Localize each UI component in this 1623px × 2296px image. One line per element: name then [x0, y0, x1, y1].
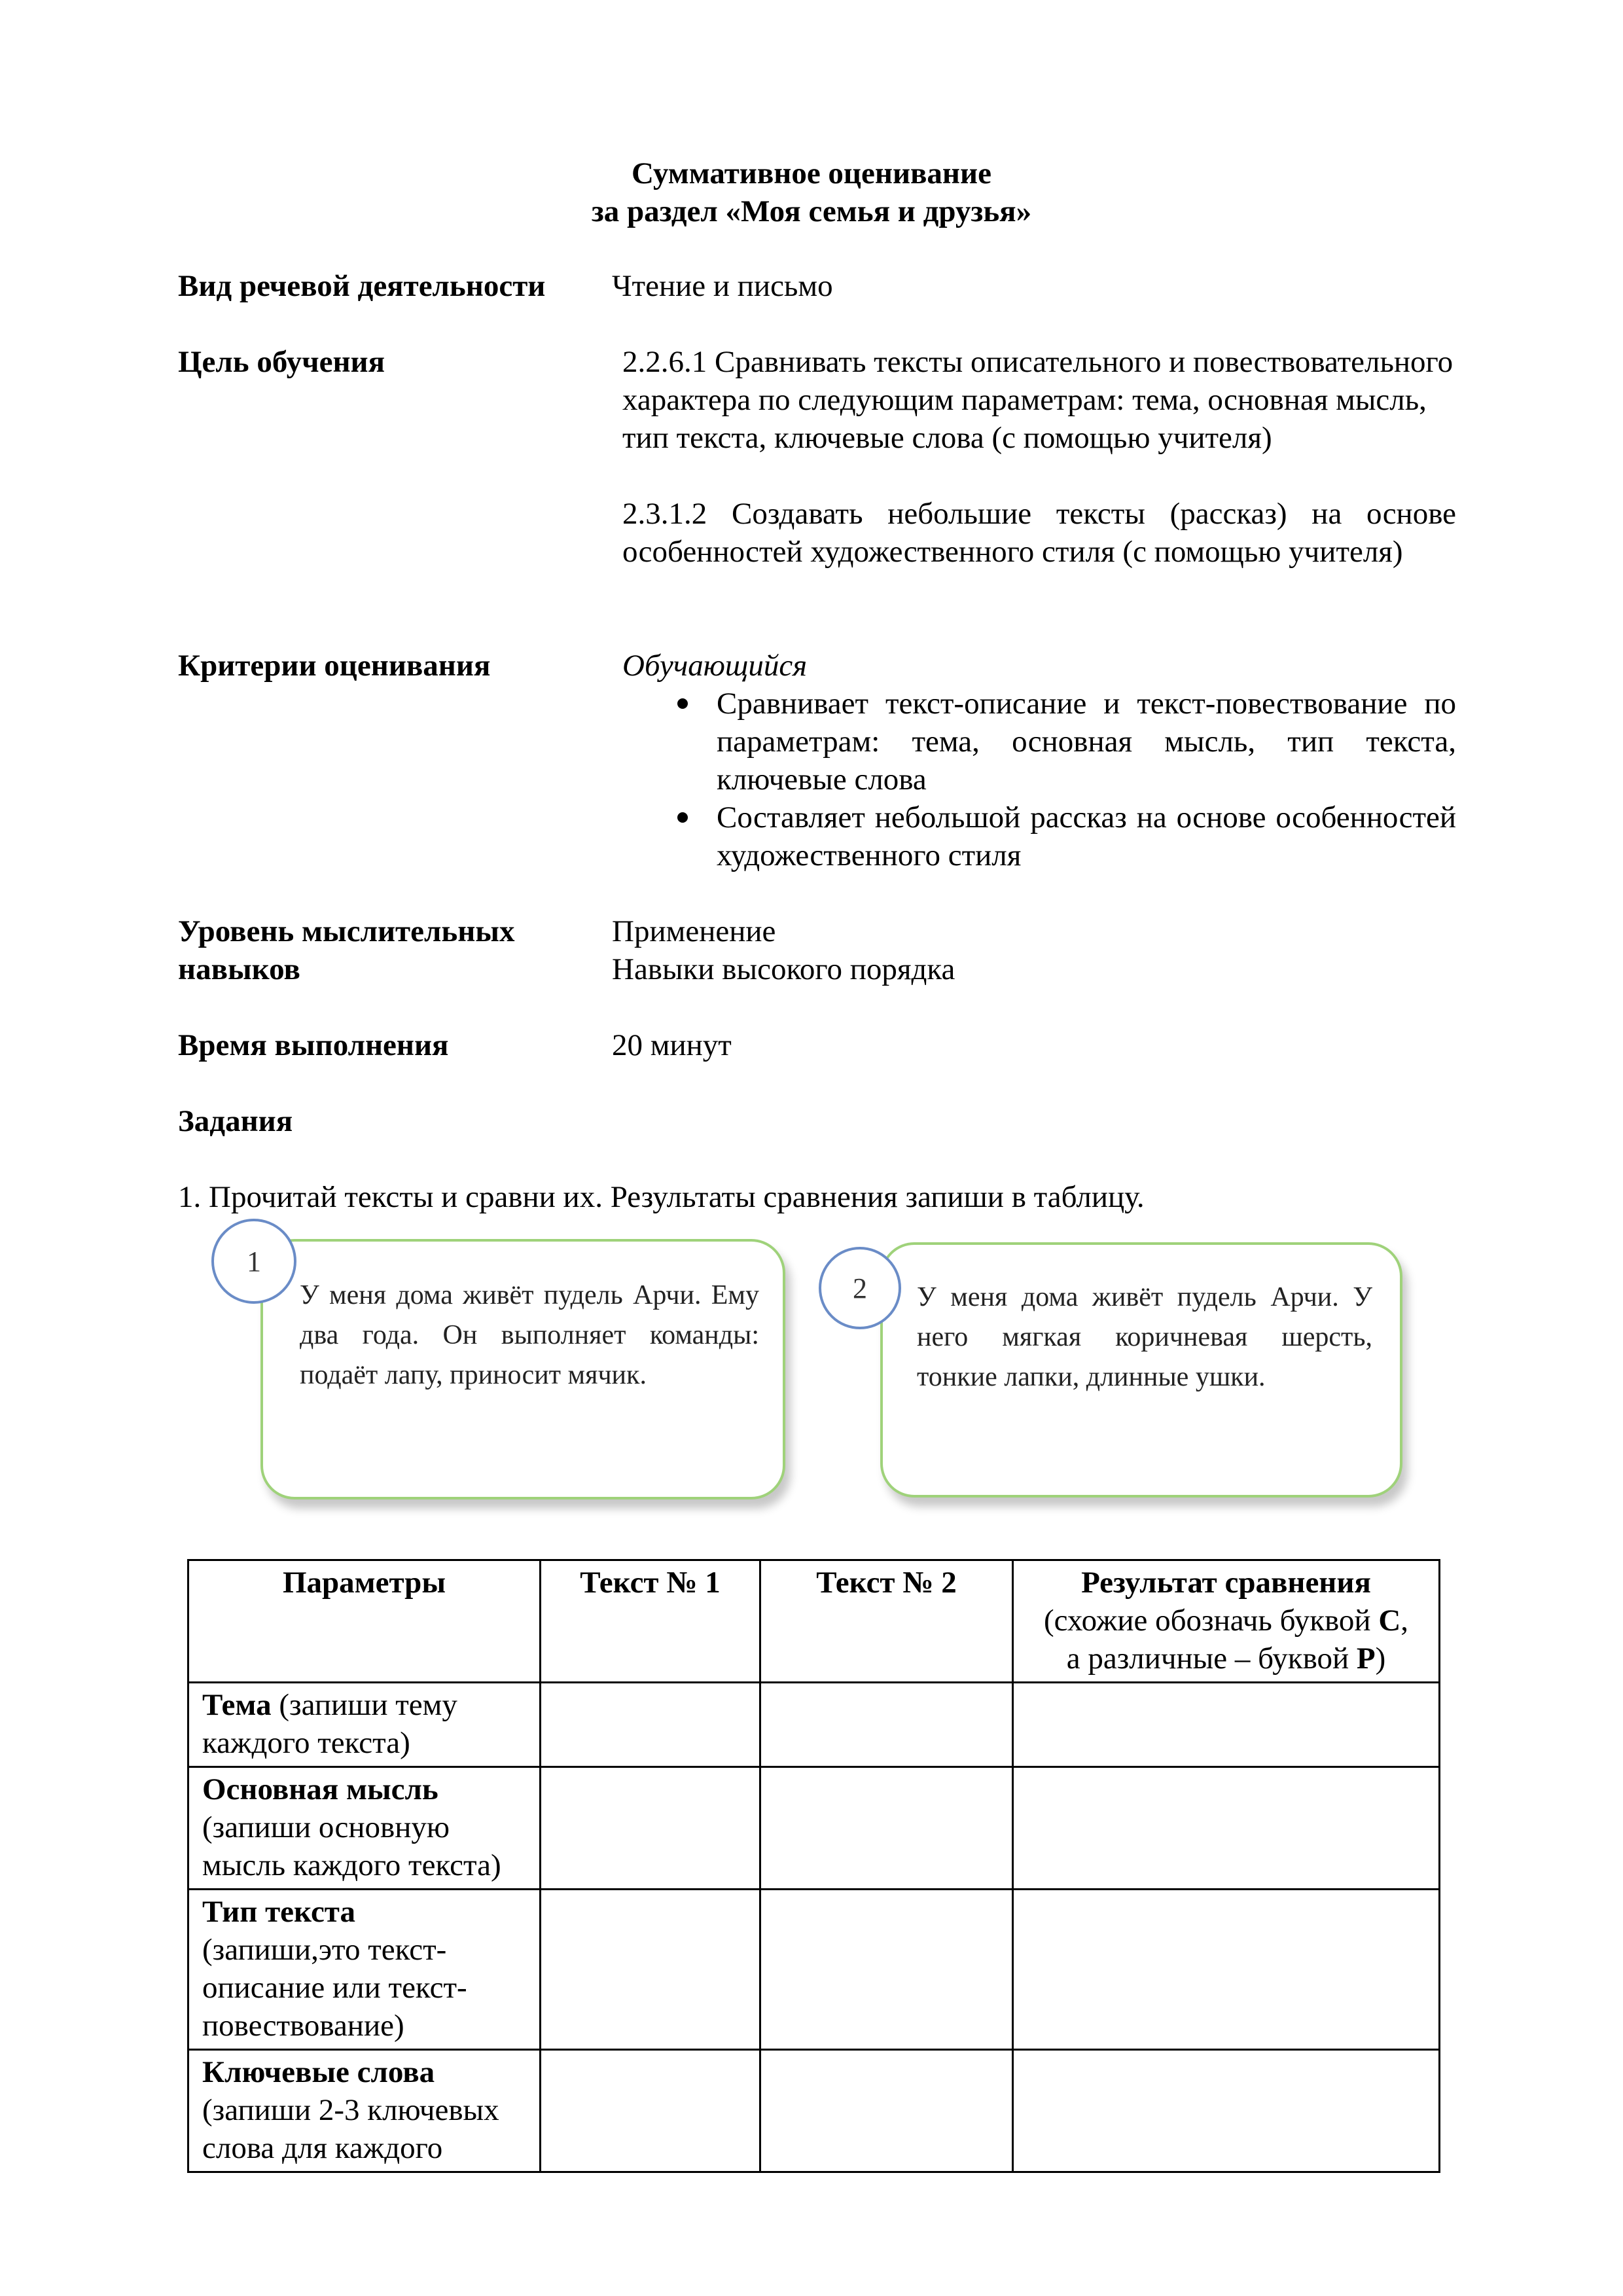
- row-param: Тема (запиши тему каждого текста): [188, 1683, 541, 1767]
- goal-2: 2.3.1.2 Создавать небольшие тексты (рассказ) на основе особенностей художественного стиля (с помощью учителя): [622, 497, 1456, 569]
- criteria-item-text: Сравнивает текст-описание и текст-повествование по параметрам: тема, основная мысль, тип текста, ключевые слова: [717, 687, 1456, 797]
- goal-1: 2.2.6.1 Сравнивать тексты описательного и повествовательного характера по следующим параметрам: тема, основная мысль, тип текста, ключевые слова (с помощью учителя): [622, 345, 1454, 455]
- header-result-title: Результат сравнения: [1081, 1566, 1371, 1600]
- text-number-badge-2: 2: [819, 1247, 901, 1329]
- bullet-icon: [677, 698, 688, 709]
- table-row: [188, 1890, 1440, 2050]
- header-text2: Текст № 2: [760, 1560, 1013, 1683]
- page-subtitle: за раздел «Моя семья и друзья»: [591, 194, 1032, 228]
- header-text1: Текст № 1: [541, 1560, 760, 1683]
- header-params: Параметры: [188, 1560, 541, 1683]
- row-param: Ключевые слова (запиши 2-3 ключевых слова для каждого: [188, 2050, 541, 2172]
- cell-text2[interactable]: [760, 1890, 1013, 2050]
- row-param: Тип текста (запиши,это текст-описание или текст-повествование): [188, 1890, 541, 2050]
- header-result-note-2: а различные – буквой Р): [1066, 1641, 1386, 1676]
- cell-text1[interactable]: [541, 1683, 760, 1767]
- cell-text2[interactable]: [760, 1767, 1013, 1890]
- cell-result[interactable]: [1013, 2050, 1440, 2172]
- cell-text2[interactable]: [760, 2050, 1013, 2172]
- text-card-1-body: У меня дома живёт пудель Арчи. Ему два года. Он выполняет команды: подаёт лапу, приносит мячик.: [300, 1280, 759, 1390]
- cell-text1[interactable]: [541, 2050, 760, 2172]
- row-param: Основная мысль (запиши основную мысль каждого текста): [188, 1767, 541, 1890]
- level-1: Применение: [612, 914, 776, 948]
- time-label: Время выполнения: [178, 1028, 449, 1062]
- cell-text1[interactable]: [541, 1890, 760, 2050]
- cell-text1[interactable]: [541, 1767, 760, 1890]
- criteria-intro: Обучающийся: [622, 649, 808, 683]
- criteria-item-text: Составляет небольшой рассказ на основе особенностей художественного стиля: [717, 800, 1456, 872]
- cell-result[interactable]: [1013, 1767, 1440, 1890]
- header-result: [1013, 1560, 1440, 1683]
- task-1: 1. Прочитай тексты и сравни их. Результаты сравнения запиши в таблицу.: [178, 1180, 1145, 1214]
- comparison-table: [187, 1559, 1440, 2173]
- table-row: [188, 1767, 1440, 1890]
- goal-label: Цель обучения: [178, 345, 385, 379]
- table-row: [188, 1683, 1440, 1767]
- activity-value: Чтение и письмо: [612, 269, 833, 303]
- table-row: [188, 2050, 1440, 2172]
- activity-label: Вид речевой деятельности: [178, 269, 546, 303]
- header-result-note: (схожие обозначь буквой С,: [1043, 1604, 1409, 1638]
- cell-text2[interactable]: [760, 1683, 1013, 1767]
- tasks-heading: Задания: [178, 1104, 293, 1138]
- text-card-1: [260, 1239, 785, 1499]
- page-title: Суммативное оценивание: [632, 156, 991, 190]
- bullet-icon: [677, 812, 688, 823]
- level-label: Уровень мыслительных навыков: [178, 914, 515, 986]
- criteria-label: Критерии оценивания: [178, 649, 491, 683]
- text-number-badge-1: 1: [211, 1219, 296, 1304]
- text-card-2-body: У меня дома живёт пудель Арчи. У него мягкая коричневая шерсть, тонкие лапки, длинные ушки.: [917, 1282, 1372, 1392]
- criteria-item: [612, 685, 1456, 798]
- cell-result[interactable]: [1013, 1683, 1440, 1767]
- table-header-row: [188, 1560, 1440, 1683]
- level-2: Навыки высокого порядка: [612, 952, 955, 986]
- time-value: 20 минут: [612, 1028, 732, 1062]
- cell-result[interactable]: [1013, 1890, 1440, 2050]
- criteria-item: [612, 798, 1456, 874]
- criteria-list: [612, 685, 1456, 874]
- text-card-2: [880, 1242, 1402, 1498]
